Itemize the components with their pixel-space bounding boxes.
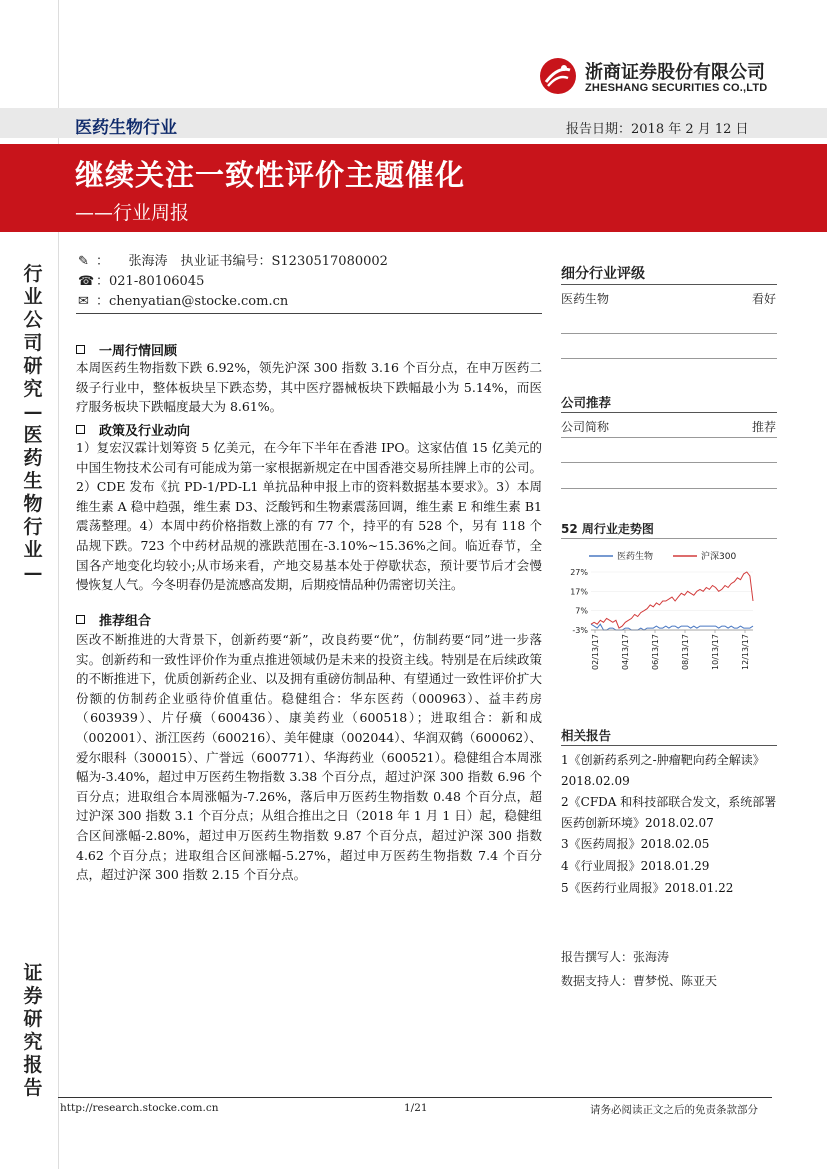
footer-rule (58, 1097, 772, 1098)
square-bullet-icon (76, 615, 85, 624)
x-tick-label-0: 02/13/17 (591, 634, 600, 670)
chart-title-rule (561, 538, 777, 539)
section-heading-portfolio: 推荐组合 (76, 610, 151, 629)
square-bullet-icon (76, 425, 85, 434)
analyst-line (78, 250, 388, 269)
x-tick-label-1: 04/13/17 (621, 634, 630, 670)
report-date: 报告日期：2018 年 2 月 12 日 (566, 122, 749, 137)
y-tick-label-1: 17% (570, 587, 588, 597)
email-text[interactable]: ：chenyatian@stocke.com.cn (96, 294, 289, 309)
rating-value: 看好 (752, 292, 777, 306)
company-rec-col2: 推荐 (752, 420, 777, 434)
company-rec-rule-1 (561, 437, 777, 438)
rating-sector: 医药生物 (561, 292, 610, 306)
rating-rule-1 (561, 333, 777, 334)
company-rec-col1: 公司简称 (561, 420, 610, 434)
related-report-5[interactable]: 5《医药行业周报》2018.01.22 (561, 881, 734, 895)
related-report-3[interactable]: 3《医药周报》2018.02.05 (561, 837, 710, 851)
related-report-4[interactable]: 4《行业周报》2018.01.29 (561, 859, 710, 873)
x-tick-label-5: 12/13/17 (741, 634, 750, 670)
footer-disclaimer: 请务必阅读正文之后的免责条款部分 (590, 1104, 758, 1116)
pen-icon: ✎ (78, 254, 89, 269)
chart-title: 52 周行业走势图 (561, 522, 654, 536)
related-rule (561, 745, 777, 746)
data-support: 数据支持人：曹梦悦、陈亚天 (561, 974, 718, 988)
series-line-1 (591, 572, 753, 628)
report-writer: 报告撰写人：张海涛 (561, 950, 670, 964)
trend-chart (561, 542, 777, 692)
related-report-1[interactable]: 1《创新药系列之-肿瘤靶向药全解读》2018.02.09 (561, 753, 765, 788)
page-title: 继续关注一致性评价主题催化 (75, 158, 466, 192)
footer-url[interactable]: http://research.stocke.com.cn (60, 1102, 219, 1114)
mail-icon: ✉ (78, 294, 89, 309)
section-text-market: 本周医药生物指数下跌 6.92%，领先沪深 300 指数 3.16 个百分点，在申万医药二级子行业中，整体板块呈下跌态势，其中医疗器械板块下跌幅最小为 5.14%，而医疗服务板块下跌幅度最大为 8.61%。 (76, 360, 542, 415)
phone-line (78, 270, 204, 289)
company-rec-rule-3 (561, 488, 777, 489)
contact-divider (76, 313, 542, 314)
series-line-0 (591, 624, 753, 630)
company-rec-heading: 公司推荐 (561, 395, 612, 410)
company-name-cn: 浙商证券股份有限公司 (585, 62, 765, 83)
square-bullet-icon (76, 345, 85, 354)
rating-heading: 细分行业评级 (561, 266, 645, 282)
section-text-policy: 1）复宏汉霖计划筹资 5 亿美元，在今年下半年在香港 IPO。这家估值 15 亿美元的中国生物技术公司有可能成为第一家根据新规定在中国香港交易所挂牌上市的公司。2）CDE 发布《抗 PD-1/PD-L1 单抗品种申报上市的资料数据基本要求》。3）本周维生素 A 稳中趋强，维生素 D3、泛酸钙和生物素震荡回调，维生素 E 和维生素 B1 震荡整理。4）本周中药价格指数上涨的有 77 个，持平的有 528 个，另有 118 个品规下跌。723 个中药材品规的涨跌范围在-3.10%~15.36%之间。临近春节，全国各产地变化均较小;从市场来看，产地交易基本处于停歇状态，预计要节后才会慢慢恢复人气。今冬明春仍是流感高发期，后期疫情品种仍需密切关注。 (76, 440, 542, 593)
industry-label: 医药生物行业 (75, 118, 177, 138)
rating-top-rule (561, 284, 777, 285)
company-name-en: ZHESHANG SECURITIES CO.,LTD (585, 82, 768, 94)
chart-legend (589, 550, 736, 562)
phone-icon: ☎ (78, 274, 95, 289)
chart-series (591, 572, 753, 630)
legend-label-0: 医药生物 (617, 552, 654, 562)
page-number: 1/21 (404, 1102, 428, 1114)
y-tick-label-2: 7% (575, 606, 588, 616)
company-logo (538, 56, 578, 100)
page-subtitle: ——行业周报 (75, 202, 190, 224)
chart-axis (570, 568, 753, 670)
y-tick-label-0: 27% (570, 568, 588, 577)
phone-text: ：021-80106045 (96, 274, 205, 289)
legend-label-1: 沪深300 (701, 552, 737, 562)
related-heading: 相关报告 (561, 728, 612, 743)
company-rec-rule-2 (561, 462, 777, 463)
company-logo-icon (538, 56, 578, 96)
analyst-text: ： 张海涛 执业证书编号：S1230517080002 (96, 254, 388, 269)
company-rec-top-rule (561, 412, 777, 413)
x-tick-label-2: 06/13/17 (651, 634, 660, 670)
sidebar-type-label: 行业公司研究—医药生物行业— (23, 263, 43, 584)
rating-rule-2 (561, 358, 777, 359)
chart-grid (591, 572, 753, 630)
section-heading-market: 一周行情回顾 (76, 340, 177, 359)
related-report-2[interactable]: 2《CFDA 和科技部联合发文，系统部署医药创新环境》2018.02.07 (561, 795, 777, 830)
x-tick-label-4: 10/13/17 (711, 634, 720, 670)
y-tick-label-3: -3% (572, 626, 588, 635)
sidebar-series-label: 证券研究报告 (23, 962, 43, 1099)
section-text-portfolio: 医改不断推进的大背景下，创新药要“新”，改良药要“优”，仿制药要“同”进一步落实。创新药和一致性评价作为重点推进领域仍是未来的投资主线。特别是在后续政策的不断推进下，优质创新药企业、以及拥有重磅仿制品种、有望通过一致性评价扩大份额的仿制药企业亟待价值重估。稳健组合：华东医药（000963）、益丰药房（603939）、片仔癀（600436）、康美药业（600518）；进取组合：新和成（002001）、浙江医药（600216）、美年健康（002044）、华润双鹤（600062）、爱尔眼科（300015）、广誉远（600771）、华海药业（600521）。稳健组合本周涨幅为-3.40%，超过申万医药生物指数 3.38 个百分点，超过沪深 300 指数 6.96 个百分点；进取组合本周涨幅为-7.26%，落后申万医药生物指数 0.48 个百分点，超过沪深 300 指数 3.1 个百分点；从组合推出之日（2018 年 1 月 1 日）起，稳健组合区间涨幅-2.80%，超过申万医药生物指数 9.87 个百分点，超过沪深 300 指数 4.62 个百分点；进取组合区间涨幅-5.27%，超过申万医药生物指数 7.4 个百分点，超过沪深 300 指数 2.15 个百分点。 (76, 632, 542, 883)
x-tick-label-3: 08/13/17 (681, 634, 690, 670)
section-heading-policy: 政策及行业动向 (76, 420, 190, 439)
email-line (78, 290, 288, 309)
